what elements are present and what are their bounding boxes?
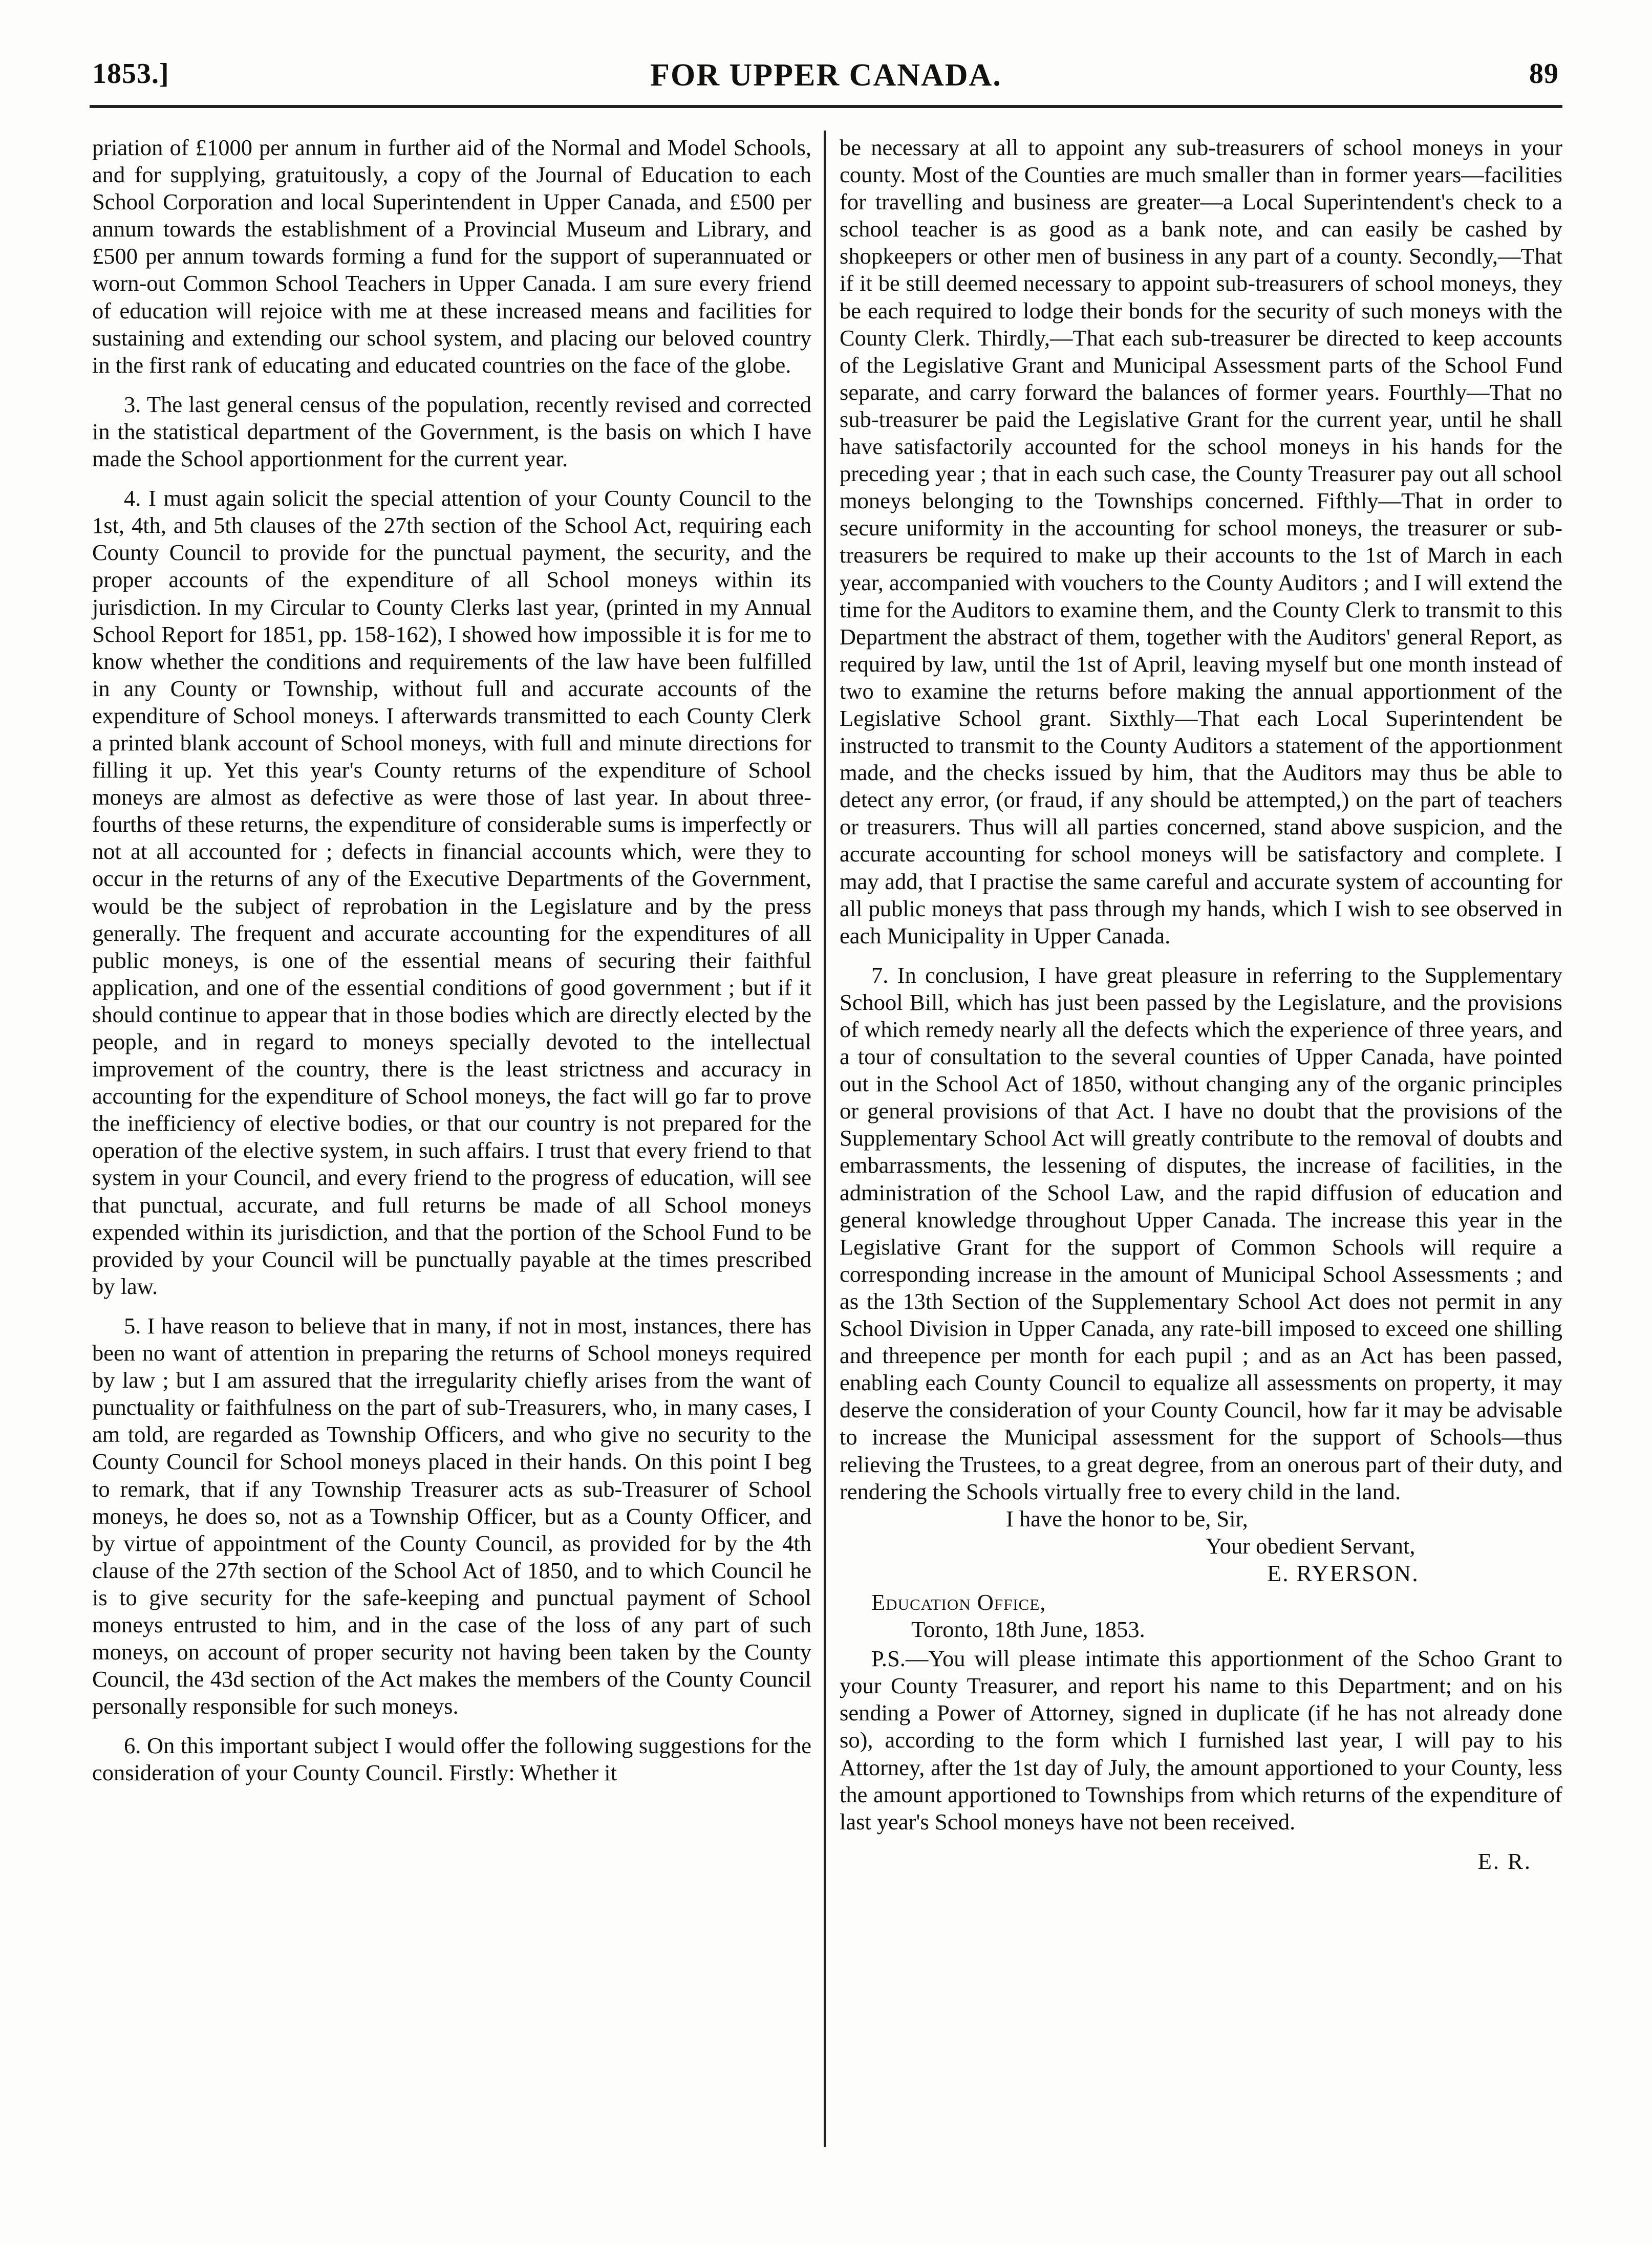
header-title: FOR UPPER CANADA.	[650, 58, 1002, 93]
paragraph: 5. I have reason to believe that in many, if not in most, instances, there has been no want of attention in preparing the returns of School moneys required by law ; but I am assured that the irregularity chiefly arises from the want of punctuality or faithfulness on the part of sub-Treasurers, who, in many cases, I am told, are regarded as Township Officers, and who give no security to the County Council for School moneys placed in their hands. On this point I beg to remark, that if any Township Treasurer acts as sub-Treasurer of School moneys, he does so, not as a Township Officer, but as a County Officer, and by virtue of appointment of the County Council, as provided for by the 4th clause of the 27th section of the School Act of 1850, and to which Council he is to give security for the safe-keeping and punctual payment of School moneys entrusted to him, and in the case of the loss of any part of such moneys, on account of proper security not having been taken by the County Council, the 43d section of the Act makes the members of the County Council personally responsible for such moneys.	[92, 1312, 811, 1719]
paragraph: 6. On this important subject I would offer the following suggestions for the consideration of your County Council. Firstly: Whether it	[92, 1733, 811, 1786]
closing-line: I have the honor to be, Sir,	[1006, 1505, 1248, 1531]
closing-salutation: Your obedient Servant,	[1206, 1533, 1415, 1559]
left-column	[92, 134, 811, 1787]
paragraph: 4. I must again solicit the special attention of your County Council to the 1st, 4th, and 5th clauses of the 27th section of the School Act, requiring each County Council to provide for the punctual payment, the security, and the proper accounts of the expenditure of all School moneys within its jurisdiction. In my Circular to County Clerks last year, (printed in my Annual School Report for 1851, pp. 158-162), I showed how impossible it is for me to know whether the conditions and requirements of the law have been fulfilled in any County or Township, without full and accurate accounts of the expenditure of School moneys. I afterwards transmitted to each County Clerk a printed blank account of School moneys, with full and minute directions for filling it up. Yet this year's County returns of the expenditure of School moneys are almost as defective as were those of last year. In about three-fourths of these returns, the expenditure of considerable sums is imperfectly or not at all accounted for ; defects in financial accounts which, were they to occur in the returns of any of the Executive Departments of the Government, would be the subject of reprobation in the Legislature and by the press generally. The frequent and accurate accounting for the expenditures of all public moneys, is one of the essential means of securing their faithful application, and one of the essential conditions of good government ; but if it should continue to appear that in those bodies which are directly elected by the people, and in regard to moneys specially devoted to the intellectual improvement of the country, there is the least strictness and accuracy in accounting for the expenditure of School moneys, the fact will go far to prove the inefficiency of elective bodies, or that our country is not prepared for the operation of the elective system, in such affairs. I trust that every friend to that system in your Council, and every friend to the progress of education, will see that punctual, accurate, and full returns be made of all School moneys expended within its jurisdiction, and that the portion of the School Fund to be provided by your Council will be punctually payable at the times prescribed by law.	[92, 485, 812, 1299]
paragraph: 7. In conclusion, I have great pleasure in referring to the Supplementary School Bill, which has just been passed by the Legislature, and the provisions of which remedy nearly all the defects which the experience of three years, and a tour of consultation to the several counties of Upper Canada, have pointed out in the School Act of 1850, without changing any of the organic principles or general provisions of that Act. I have no doubt that the provisions of the Supplementary School Act will greatly contribute to the removal of doubts and embarrassments, the lessening of disputes, the increase of facilities, in the administration of the School Law, and the rapid diffusion of education and general knowledge throughout Upper Canada. The increase this year in the Legislative Grant for the support of Common Schools will require a corresponding increase in the amount of Municipal School Assessments ; and as the 13th Section of the Supplementary School Act does not permit in any School Division in Upper Canada, any rate-bill imposed to exceed one shilling and threepence per month for each pupil ; and as an Act has been passed, enabling each County Council to equalize all assessments on property, it may deserve the consideration of your County Council, how far it may be advisable to increase the Municipal assessment for the support of Schools—thus relieving the Trustees, to a great degree, from an onerous part of their duty, and rendering the Schools virtually free to every child in the land.	[840, 962, 1562, 1504]
header-year: 1853.]	[92, 58, 169, 90]
signature-name: E. RYERSON.	[1267, 1560, 1419, 1586]
column-divider	[824, 131, 826, 2147]
postscript: P.S.—You will please intimate this apportionment of the Schoo Grant to your County Treasurer, and report his name to this Department; and on his sending a Power of Attorney, signed in duplicate (if he has not already done so), according to the form which I furnished last year, I will pay to his Attorney, after the 1st day of July, the amount apportioned to your County, less the amount apportioned to Townships from which returns of the expenditure of last year's School moneys have not been received.	[840, 1646, 1562, 1835]
paragraph: priation of £1000 per annum in further aid of the Normal and Model Schools, and for supplying, gratuitously, a copy of the Journal of Education to each School Corporation and local Superintendent in Upper Canada, and £500 per annum towards the establishment of a Provincial Museum and Library, and £500 per annum towards forming a fund for the support of superannuated or worn-out Common School Teachers in Upper Canada. I am sure every friend of education will rejoice with me at these increased means and facilities for sustaining and extending our school system, and placing our beloved country in the first rank of educating and educated countries on the face of the globe.	[92, 135, 811, 378]
paragraph: be necessary at all to appoint any sub-treasurers of school moneys in your county. Most of the Counties are much smaller than in former years—facilities for travelling and business are greater—a Local Superintendent's check to a school teacher is as good as a bank note, and can easily be cashed by shopkeepers or other men of business in any part of a county. Secondly,—That if it be still deemed necessary to appoint sub-treasurers of school moneys, they be each required to lodge their bonds for the security of such moneys with the County Clerk. Thirdly,—That each sub-treasurer be directed to keep accounts of the Legislative Grant and Municipal Assessment parts of the School Fund separate, and carry forward the balances of former years. Fourthly—That no sub-treasurer be paid the Legislative Grant for the current year, until he shall have satisfactorily accounted for the school moneys in his hands for the preceding year ; that in each such case, the County Treasurer pay out all school moneys belonging to the Townships concerned. Fifthly—That in order to secure uniformity in the accounting for school moneys, the treasurer or sub-treasurers be required to make up their accounts to the 1st of March in each year, accompanied with vouchers to the County Auditors ; and I will extend the time for the Auditors to examine them, and the County Clerk to transmit to this Department the abstract of them, together with the Auditors' general Report, as required by law, until the 1st of April, leaving myself but one month instead of two to examine the returns before making the annual apportionment of the Legislative School grant. Sixthly—That each Local Superintendent be instructed to transmit to the County Auditors a statement of the apportionment made, and the checks issued by him, that the Auditors may thus be able to detect any error, (or fraud, if any should be attempted,) on the part of teachers or treasurers. Thus will all parties concerned, stand above suspicion, and the accurate accounting for school moneys will be satisfactory and complete. I may add, that I practise the same careful and accurate system of accounting for all public moneys that pass through my hands, which I wish to see observed in each Municipality in Upper Canada.	[840, 135, 1562, 948]
right-column	[840, 134, 1562, 1875]
place-and-date: Toronto, 18th June, 1853.	[911, 1616, 1145, 1643]
office-name: Education Office,	[871, 1589, 1046, 1615]
initials: E. R.	[1477, 1848, 1532, 1874]
paragraph: 3. The last general census of the population, recently revised and corrected in the statistical department of the Government, is the basis on which I have made the School apportionment for the current year.	[92, 391, 811, 472]
page-number: 89	[1529, 58, 1559, 90]
header-rule	[90, 105, 1562, 108]
